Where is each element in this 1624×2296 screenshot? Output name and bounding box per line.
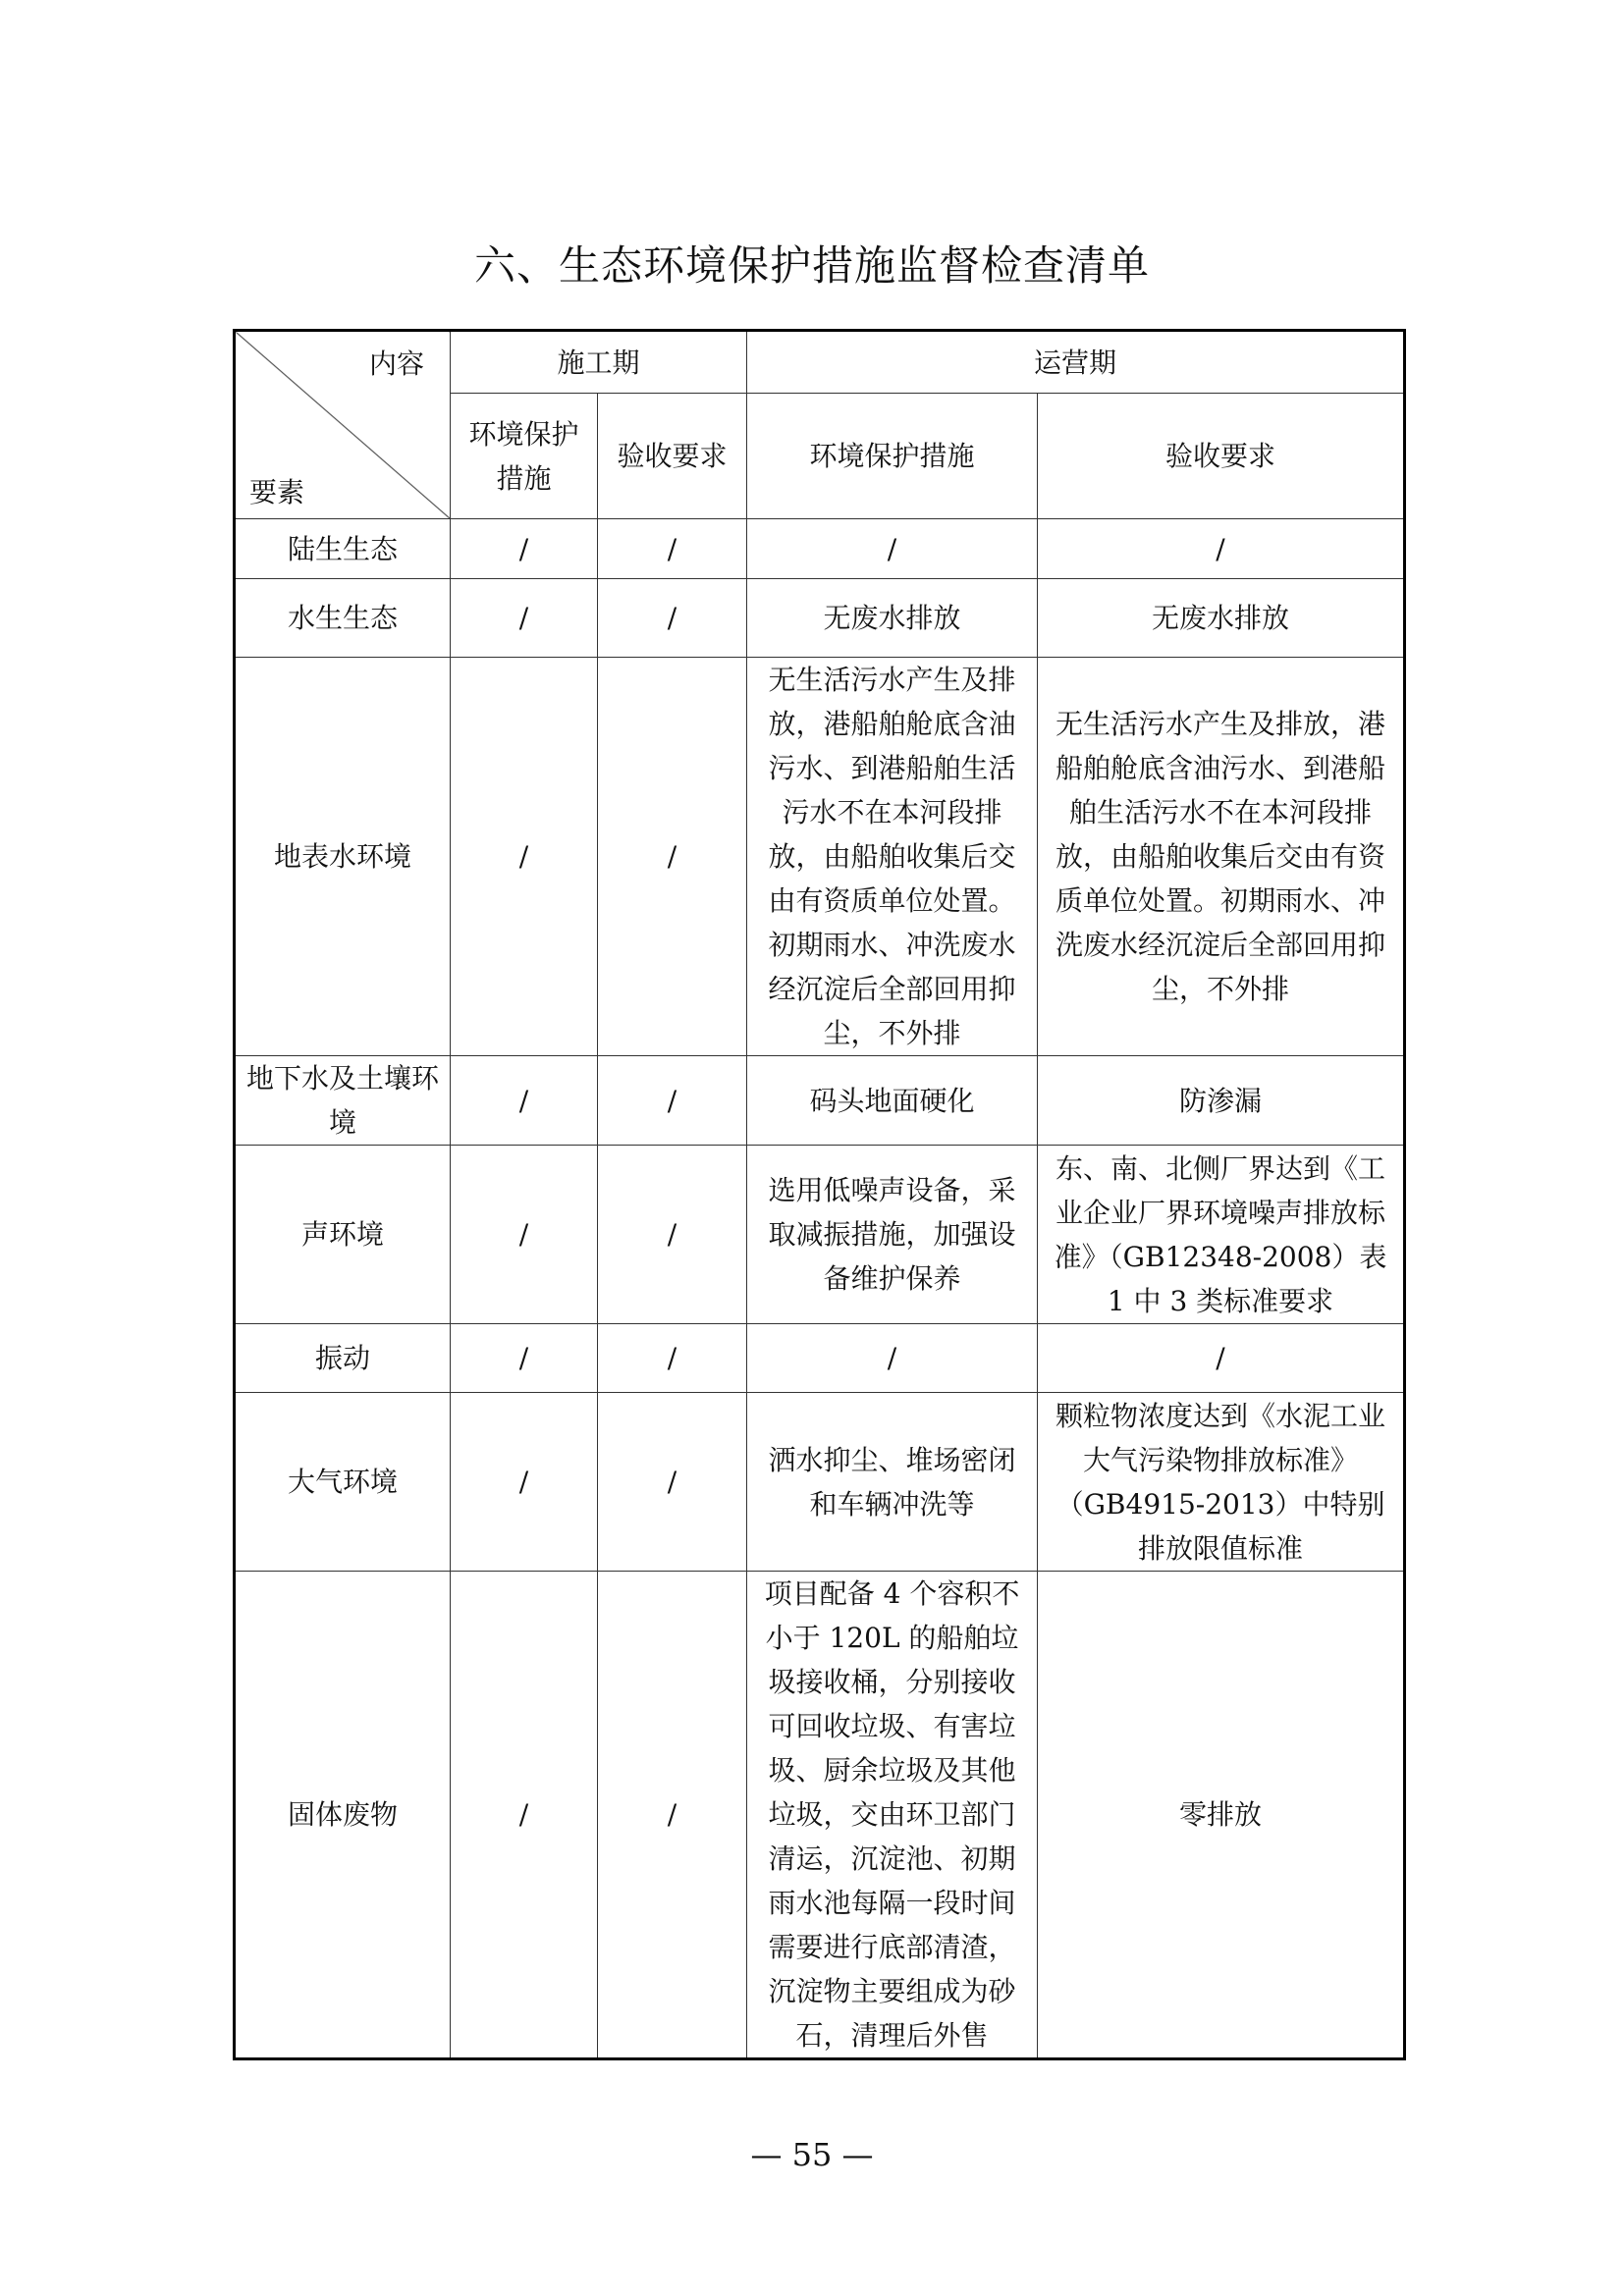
operation-acceptance-cell: 东、南、北侧厂界达到《工业企业厂界环境噪声排放标准》（GB12348-2008）表 1 中 3 类标准要求 (1038, 1146, 1405, 1324)
table-row (235, 1324, 1405, 1393)
operation-acceptance-cell: 防渗漏 (1038, 1056, 1405, 1146)
construction-acceptance-cell: / (598, 1146, 747, 1324)
corner-header-cell (235, 331, 451, 519)
subheader-construction-measures: 环境保护措施 (451, 394, 598, 519)
construction-measure-cell: / (451, 1393, 598, 1572)
operation-measure-cell: 洒水抑尘、堆场密闭和车辆冲洗等 (747, 1393, 1038, 1572)
header-construction-period: 施工期 (451, 331, 747, 394)
table-row (235, 658, 1405, 1056)
subheader-construction-acceptance: 验收要求 (598, 394, 747, 519)
corner-label-content: 内容 (368, 347, 424, 380)
construction-acceptance-cell: / (598, 579, 747, 658)
row-element-cell: 振动 (235, 1324, 451, 1393)
operation-measure-cell: 选用低噪声设备，采取减振措施，加强设备维护保养 (747, 1146, 1038, 1324)
table-row (235, 1393, 1405, 1572)
construction-acceptance-cell: / (598, 1324, 747, 1393)
operation-acceptance-cell: 无废水排放 (1038, 579, 1405, 658)
construction-measure-cell: / (451, 579, 598, 658)
operation-measure-cell: / (747, 1324, 1038, 1393)
construction-measure-cell: / (451, 519, 598, 579)
row-element-cell: 大气环境 (235, 1393, 451, 1572)
construction-measure-cell: / (451, 1572, 598, 2059)
table-row (235, 579, 1405, 658)
construction-acceptance-cell: / (598, 658, 747, 1056)
construction-acceptance-cell: / (598, 519, 747, 579)
row-element-cell: 固体废物 (235, 1572, 451, 2059)
row-element-cell: 陆生生态 (235, 519, 451, 579)
operation-measure-cell: 项目配备 4 个容积不小于 120L 的船舶垃圾接收桶，分别接收可回收垃圾、有害垃圾、厨余垃圾及其他垃圾，交由环卫部门清运，沉淀池、初期雨水池每隔一段时间需要进行底部清渣，沉淀物主要组成为砂石，清理后外售 (747, 1572, 1038, 2059)
page-number: — 55 — (750, 2136, 874, 2173)
table-row (235, 1056, 1405, 1146)
subheader-operation-acceptance: 验收要求 (1038, 394, 1405, 519)
operation-measure-cell: 码头地面硬化 (747, 1056, 1038, 1146)
construction-acceptance-cell: / (598, 1056, 747, 1146)
operation-acceptance-cell: / (1038, 519, 1405, 579)
row-element-cell: 水生生态 (235, 579, 451, 658)
supervision-checklist-table (233, 329, 1406, 2060)
table-row (235, 1146, 1405, 1324)
operation-measure-cell: 无生活污水产生及排放，港船舶舱底含油污水、到港船舶生活污水不在本河段排放，由船舶收集后交由有资质单位处置。初期雨水、冲洗废水经沉淀后全部回用抑尘，不外排 (747, 658, 1038, 1056)
construction-measure-cell: / (451, 1146, 598, 1324)
corner-label-element: 要素 (249, 476, 305, 508)
subheader-operation-measures: 环境保护措施 (747, 394, 1038, 519)
construction-measure-cell: / (451, 658, 598, 1056)
construction-acceptance-cell: / (598, 1393, 747, 1572)
operation-acceptance-cell: 无生活污水产生及排放，港船舶舱底含油污水、到港船舶生活污水不在本河段排放，由船舶收集后交由有资质单位处置。初期雨水、冲洗废水经沉淀后全部回用抑尘，不外排 (1038, 658, 1405, 1056)
operation-measure-cell: / (747, 519, 1038, 579)
construction-acceptance-cell: / (598, 1572, 747, 2059)
table-row (235, 519, 1405, 579)
operation-acceptance-cell: 零排放 (1038, 1572, 1405, 2059)
row-element-cell: 声环境 (235, 1146, 451, 1324)
operation-acceptance-cell: / (1038, 1324, 1405, 1393)
header-operation-period: 运营期 (747, 331, 1405, 394)
page-title: 六、生态环境保护措施监督检查清单 (473, 241, 1150, 290)
operation-measure-cell: 无废水排放 (747, 579, 1038, 658)
operation-acceptance-cell: 颗粒物浓度达到《水泥工业大气污染物排放标准》（GB4915-2013）中特别排放限值标准 (1038, 1393, 1405, 1572)
construction-measure-cell: / (451, 1324, 598, 1393)
row-element-cell: 地下水及土壤环境 (235, 1056, 451, 1146)
row-element-cell: 地表水环境 (235, 658, 451, 1056)
table-row (235, 1572, 1405, 2059)
construction-measure-cell: / (451, 1056, 598, 1146)
